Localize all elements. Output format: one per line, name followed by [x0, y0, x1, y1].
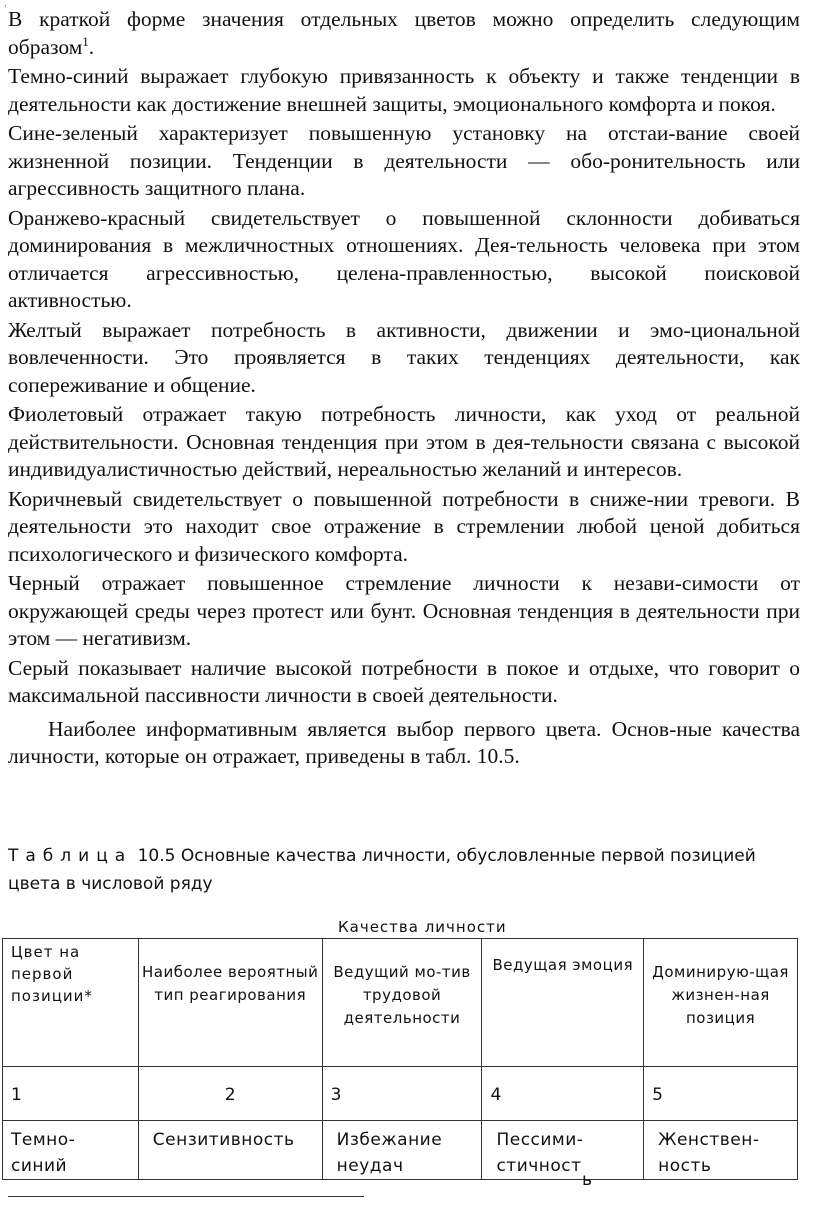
column-number: 3 — [322, 1067, 482, 1121]
corner-mark: · — [4, 2, 7, 12]
column-number: 2 — [138, 1067, 322, 1121]
paragraph-intro-end: . — [88, 34, 95, 59]
paragraph-yellow: Желтый выражает потребность в активности, движении и эмо-циональной вовлеченности. Это проявляется в таких тенденциях деятельности, как сопереживание и общение. — [8, 317, 800, 397]
paragraph-dark-blue: Темно-синий выражает глубокую привязанность к объекту и также тенденции в деятельности как достижение внешней защиты, эмоционального комфорта и покоя. — [8, 64, 800, 116]
column-number: 4 — [482, 1067, 644, 1121]
table-caption — [8, 842, 788, 898]
paragraph-intro — [8, 6, 800, 61]
column-number: 1 — [3, 1067, 139, 1121]
paragraph-orange-red: Оранжево-красный свидетельствует о повышенной склонности добиваться доминирования в межличностных отношениях. Дея-тельность человека при этом отличается агрессивностью, целена-правленностью, высокой поисковой активностью. — [8, 205, 800, 312]
header-reaction: Наиболее вероятный тип реагирования — [138, 939, 322, 1067]
paragraph-brown: Коричневый свидетельствует о повышенной потребности в сниже-нии тревоги. В деятельности это находит свое отражение в стремлении любой ценой добиться психологического и физического комфорта. — [8, 486, 800, 566]
table-header-row — [3, 939, 798, 1067]
caption-number: 10.5 — [137, 846, 176, 866]
paragraph-gray: Серый показывает наличие высокой потребности в покое и отдыхе, что говорит о максимальной пассивности личности в своей деятельности. — [8, 655, 800, 707]
header-position: Доминирую-щая жизнен-ная позиция — [644, 939, 798, 1067]
footnote-ref[interactable]: 1 — [82, 33, 89, 49]
footnote-divider — [8, 1196, 364, 1197]
table-row — [3, 1121, 798, 1180]
paragraph-intro-text: В краткой форме значения отдельных цветов можно определить следующим образом — [8, 7, 800, 59]
table-number-row — [3, 1067, 798, 1121]
table-cell: Пессими-стичност — [482, 1121, 644, 1180]
body-text — [8, 6, 800, 773]
table-cell: Сензитивность — [138, 1121, 322, 1180]
table-cell: Женствен-ность — [644, 1121, 798, 1180]
paragraph-summary: Наиболее информативным является выбор первого цвета. Основ-ные качества личности, которые он отражает, приведены в табл. 10.5. — [8, 716, 800, 768]
overflow-char: ь — [582, 1170, 593, 1190]
header-emotion: Ведущая эмоция — [482, 939, 644, 1067]
paragraph-blue-green: Сине-зеленый характеризует повышенную установку на отстаи-вание своей жизненной позиции. Тенденции в деятельности — обо-ронительность или агрессивность защитного плана. — [8, 121, 800, 200]
header-color: Цвет на первой позиции* — [3, 939, 139, 1067]
table-cell: Темно-синий — [3, 1121, 139, 1180]
paragraph-violet: Фиолетовый отражает такую потребность личности, как уход от реальной действительности. Основная тенденция при этом в дея-тельности связана с высокой индивидуалистичностью действий, нереальностью желаний и интересов. — [8, 402, 800, 481]
caption-title: Основные качества личности, обусловленные первой позицией цвета в числовой ряду — [8, 846, 756, 894]
column-number: 5 — [644, 1067, 798, 1121]
header-motive: Ведущий мо-тив трудовой деятельности — [322, 939, 482, 1067]
qualities-table — [2, 938, 798, 1180]
caption-label: Таблица — [8, 846, 133, 866]
table-cell: Избежание неудач — [322, 1121, 482, 1180]
group-header: Качества личности — [338, 918, 507, 936]
paragraph-black: Черный отражает повышенное стремление личности к незави-симости от окружающей среды через протест или бунт. Основная тенденция в деятельности при этом — негативизм. — [8, 571, 800, 650]
